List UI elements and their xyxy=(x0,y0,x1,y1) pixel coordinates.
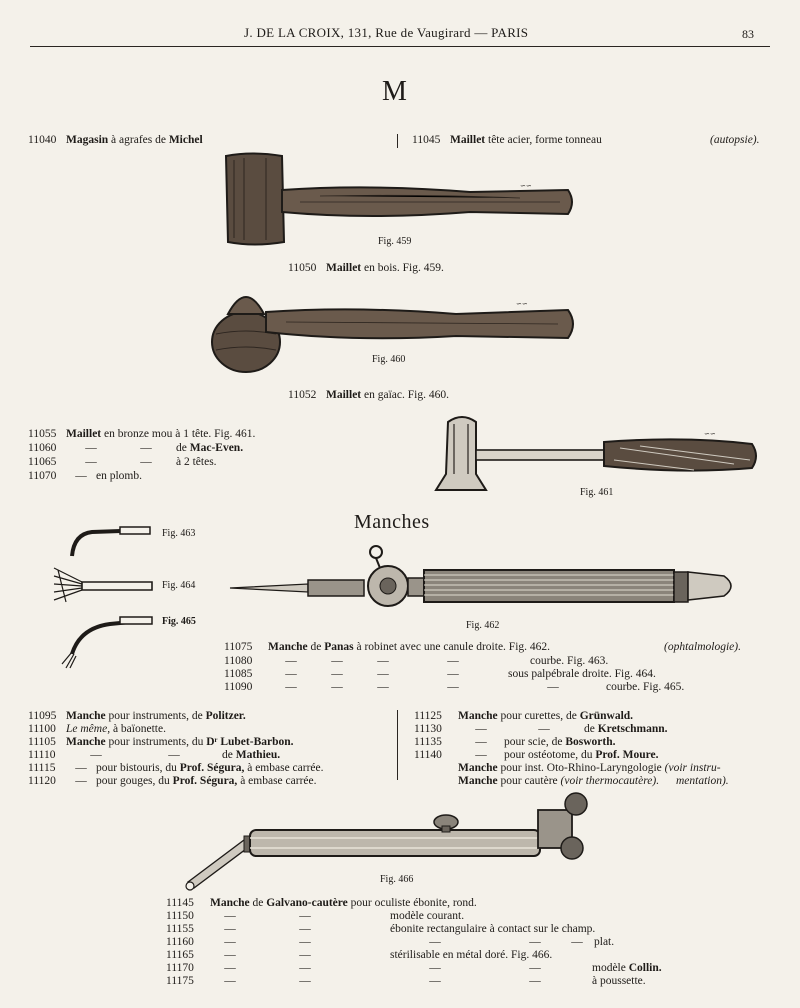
entry-11130: 11130 — — de Kretschmann. xyxy=(414,723,668,735)
entry-11150: 11150 — — modèle courant. xyxy=(166,910,465,922)
fig-464-palpebral-cannula-illustration xyxy=(52,566,156,606)
entry-11100: 11100 Le même, à baïonette. xyxy=(28,723,166,735)
section-title-manches: Manches xyxy=(354,511,430,533)
entry-11070: 11070 — en plomb. xyxy=(28,470,142,482)
fig-462-panas-handle-illustration xyxy=(228,542,740,612)
entry-11095: 11095 Manche pour instruments, de Politzer. xyxy=(28,710,246,722)
fig-465-curved-palpebral-cannula-illustration xyxy=(60,614,156,670)
entry-11045-note: (autopsie). xyxy=(710,134,760,146)
entry-11125: 11125 Manche pour curettes, de Grünwald. xyxy=(414,710,634,722)
entry-11040: 11040 Magasin à agrafes de Michel xyxy=(28,134,203,146)
entry-11085: 11085 — — — — sous palpébrale droite. Fig. 464. xyxy=(224,668,656,680)
column-divider-top xyxy=(397,134,398,148)
entry-11135: 11135 — pour scie, de Bosworth. xyxy=(414,736,616,748)
fig-463-caption: Fig. 463 xyxy=(162,528,196,539)
entry-11110: 11110 — — de Mathieu. xyxy=(28,749,281,761)
entry-11170: 11170 — — — — modèle Collin. xyxy=(166,962,662,974)
entry-11080: 11080 — — — — courbe. Fig. 463. xyxy=(224,655,609,667)
fig-463-curved-cannula-illustration xyxy=(70,524,154,558)
entry-11175: 11175 — — — — à poussette. xyxy=(166,975,646,987)
page-header-title: J. DE LA CROIX, 131, Rue de Vaugirard — PARIS xyxy=(244,25,529,40)
entry-11050: 11050 Maillet en bois. Fig. 459. xyxy=(288,262,444,274)
entry-11105: 11105 Manche pour instruments, du Dʳ Lubet-Barbon. xyxy=(28,736,294,748)
fig-462-caption: Fig. 462 xyxy=(466,620,500,631)
entry-11090: 11090 — — — — — courbe. Fig. 465. xyxy=(224,681,685,693)
fig-461-caption: Fig. 461 xyxy=(580,487,614,498)
entry-11160: 11160 — — — — — plat. xyxy=(166,936,615,948)
entry-11140: 11140 — pour ostéotome, du Prof. Moure. xyxy=(414,749,659,761)
entry-11115: 11115 — pour bistouris, du Prof. Ségura, à embase carrée. xyxy=(28,762,324,774)
entry-11052: 11052 Maillet en gaïac. Fig. 460. xyxy=(288,389,449,401)
entry-11075: 11075 Manche de Panas à robinet avec une canule droite. Fig. 462. xyxy=(224,641,551,653)
entry-11055: 11055 Maillet en bronze mou à 1 tête. Fig. 461. xyxy=(28,428,256,440)
svg-text:∽∽: ∽∽ xyxy=(520,182,532,190)
fig-460-caption: Fig. 460 xyxy=(372,354,406,365)
entry-11165: 11165 — — stérilisable en métal doré. Fig. 466. xyxy=(166,949,553,961)
entry-11075-note: (ophtalmologie). xyxy=(664,641,741,653)
entry-11120: 11120 — pour gouges, du Prof. Ségura, à embase carrée. xyxy=(28,775,317,787)
entry-cautere-handle: Manche pour cautère (voir thermocautère). mentation). xyxy=(458,775,729,787)
page-number: 83 xyxy=(742,27,754,41)
fig-465-caption: Fig. 465 xyxy=(162,616,196,627)
fig-459-caption: Fig. 459 xyxy=(378,236,412,247)
entry-11060: 11060 — — de Mac-Even. xyxy=(28,442,244,454)
fig-466-caption: Fig. 466 xyxy=(380,874,414,885)
svg-text:∽∽: ∽∽ xyxy=(516,300,528,308)
entry-11145: 11145 Manche de Galvano-cautère pour oculiste ébonite, rond. xyxy=(166,897,477,909)
fig-461-bronze-mallet-illustration xyxy=(434,412,764,498)
fig-464-caption: Fig. 464 xyxy=(162,580,196,591)
fig-459-wooden-mallet-illustration xyxy=(220,150,580,250)
svg-text:∽∽: ∽∽ xyxy=(704,430,716,438)
entry-11155: 11155 — — ébonite rectangulaire à contact sur le champ. xyxy=(166,923,596,935)
fig-460-gaiac-mallet-illustration xyxy=(206,280,586,380)
header-rule xyxy=(30,46,770,47)
entry-oto-rhino-handle: Manche pour inst. Oto-Rhino-Laryngologie (voir instru- xyxy=(458,762,721,774)
entry-11045: 11045 Maillet tête acier, forme tonneau xyxy=(412,134,602,146)
section-letter: M xyxy=(382,76,407,107)
entry-11065: 11065 — — à 2 têtes. xyxy=(28,456,217,468)
column-divider-middle xyxy=(397,710,398,780)
